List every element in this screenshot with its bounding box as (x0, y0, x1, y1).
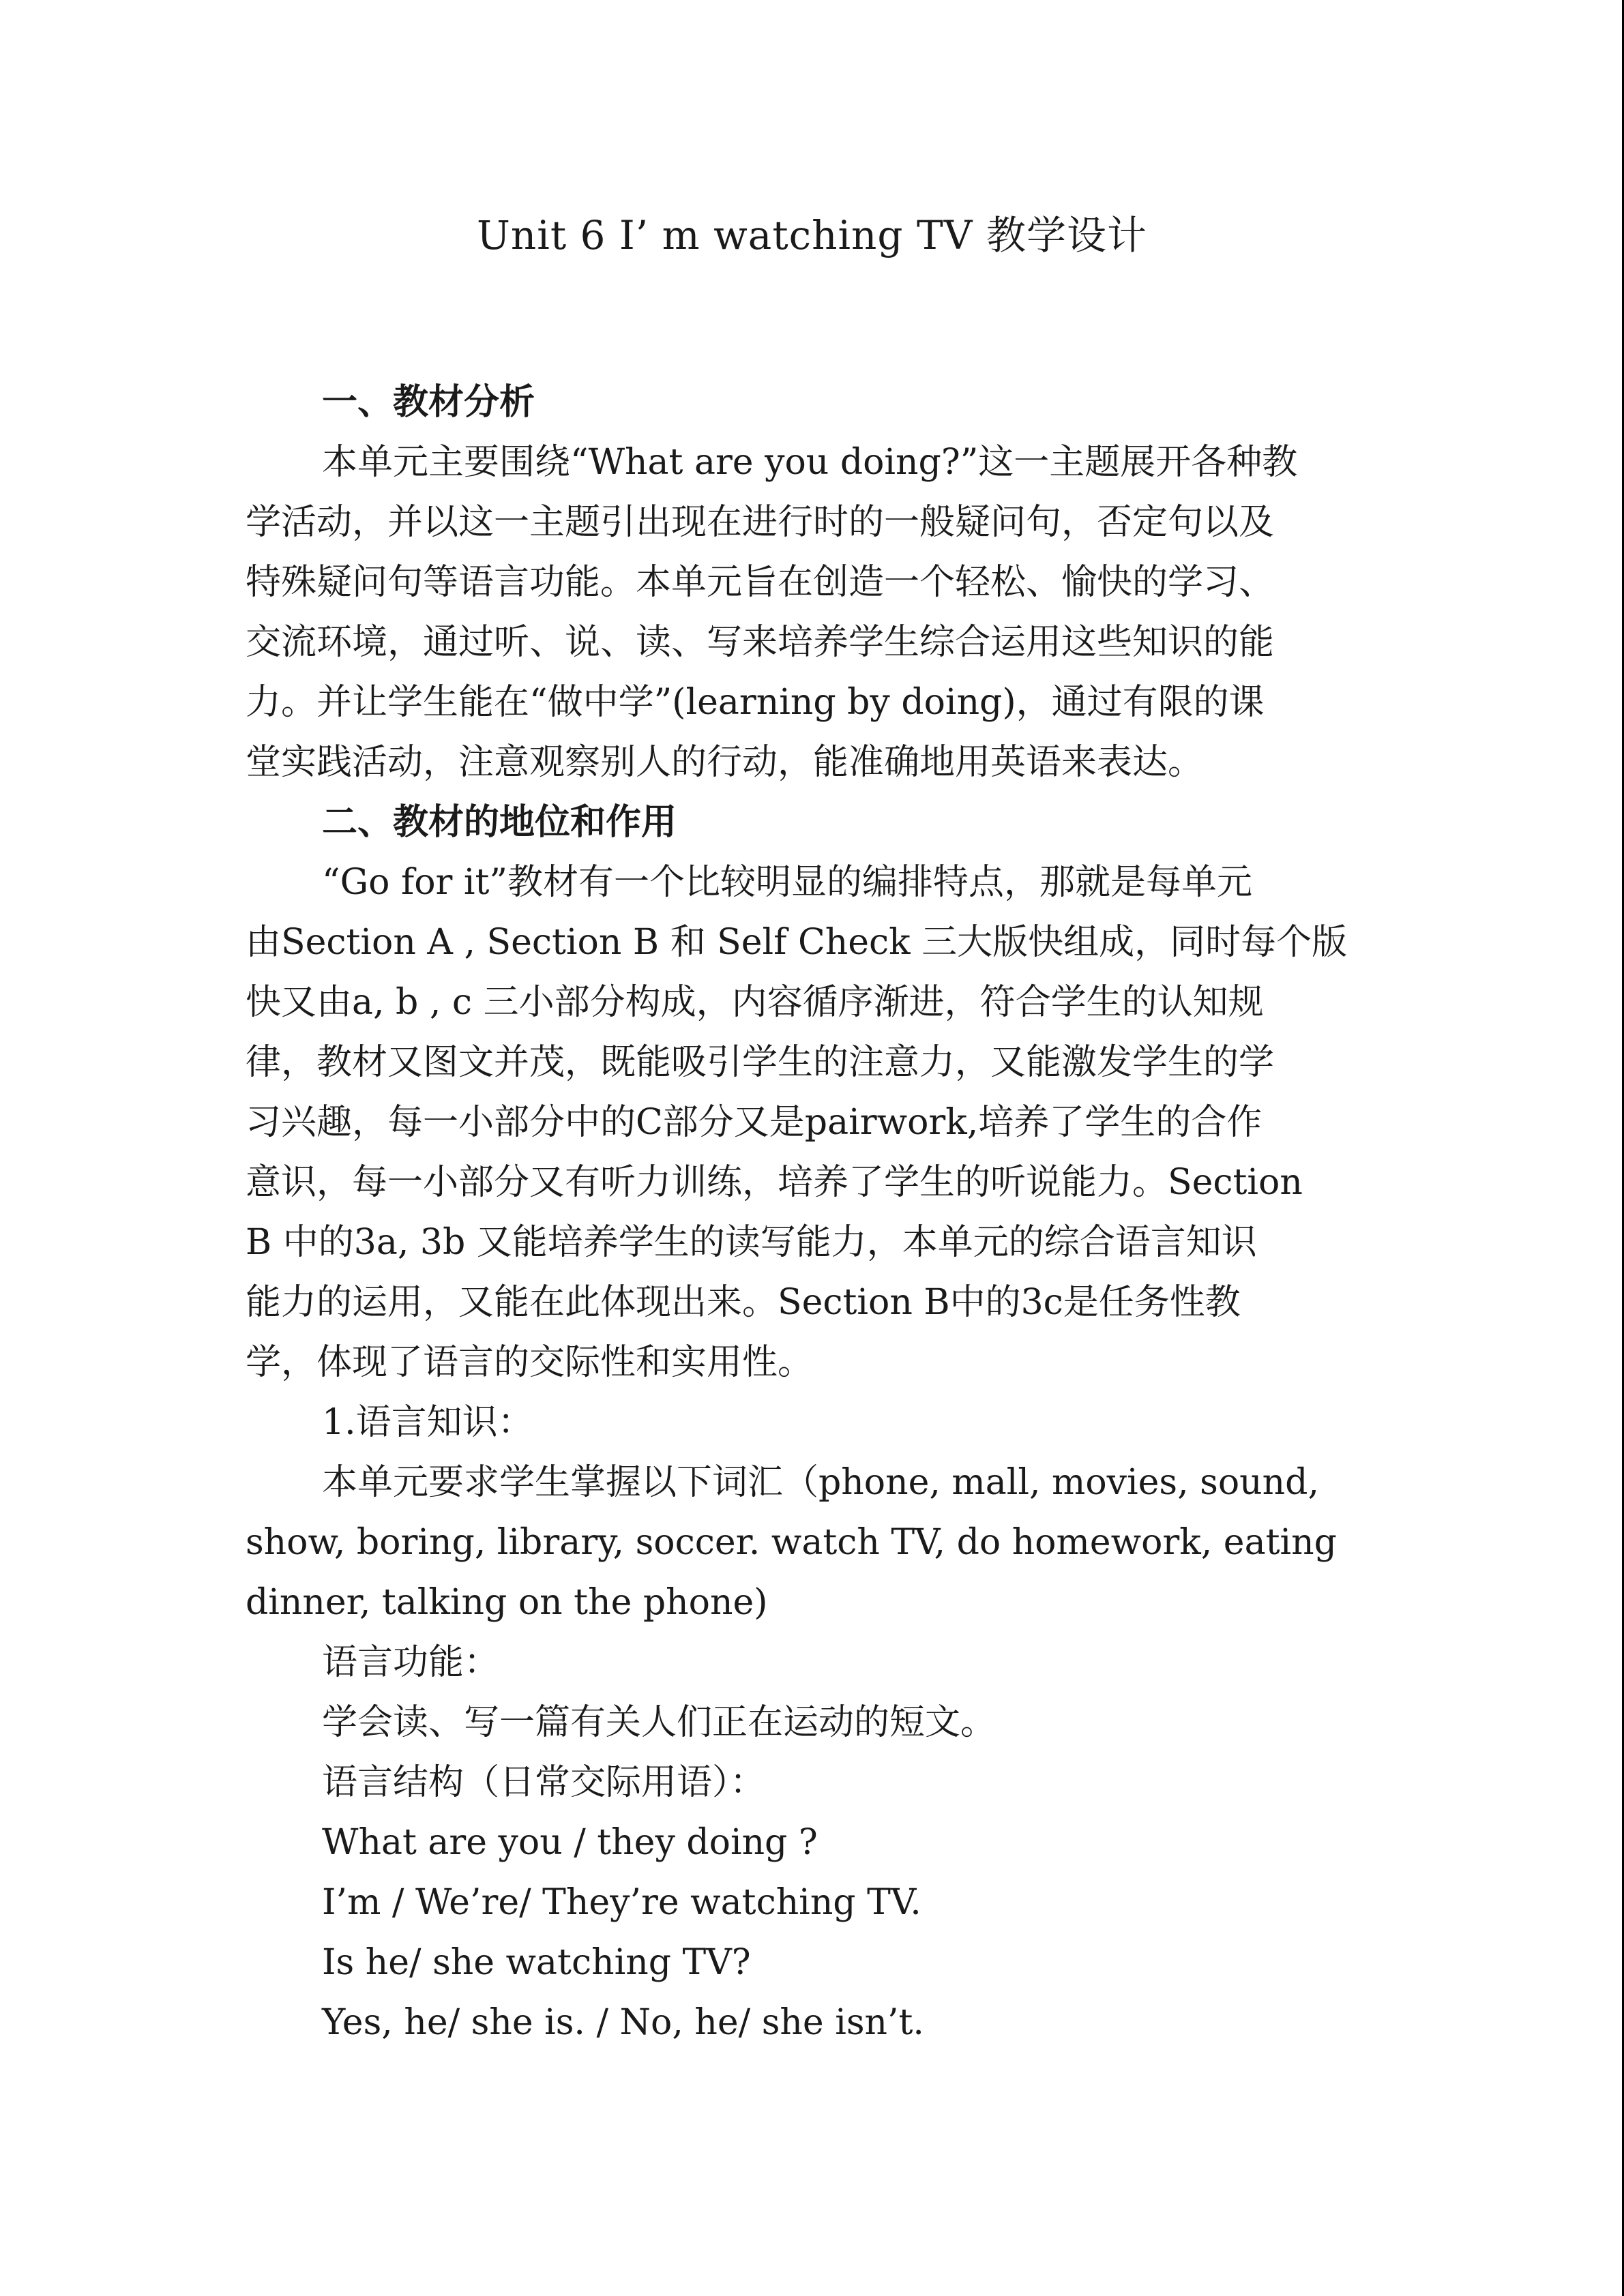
body-text-line: 语言结构（日常交际用语）： (322, 1762, 766, 1803)
body-text-line: Yes, he/ she is. / No, he/ she isn’t. (322, 2002, 924, 2043)
body-text-line: “Go for it”教材有一个比较明显的编排特点，那就是每单元 (322, 862, 1253, 903)
document-title: Unit 6 I’ m watching TV 教学设计 (477, 212, 1147, 258)
body-text-line: 交流环境，通过听、说、读、写来培养学生综合运用这些知识的能 (246, 622, 1275, 663)
body-text-line: dinner, talking on the phone) (246, 1582, 768, 1623)
body-text-line: 习兴趣，每一小部分中的C部分又是pairwork,培养了学生的合作 (246, 1102, 1263, 1143)
body-text-line: 语言功能： (322, 1642, 500, 1683)
body-text-line: What are you / they doing ? (322, 1822, 818, 1863)
body-text-line: I’m / We’re/ They’re watching TV. (322, 1882, 921, 1923)
section-heading: 二、教材的地位和作用 (322, 802, 677, 843)
body-text-line: B 中的3a, 3b 又能培养学生的读写能力，本单元的综合语言知识 (246, 1222, 1257, 1263)
body-text-line: 学，体现了语言的交际性和实用性。 (246, 1342, 814, 1383)
body-text-line: 1.语言知识： (322, 1402, 533, 1443)
body-text-line: 堂实践活动，注意观察别人的行动，能准确地用英语来表达。 (246, 742, 1204, 783)
body-text-line: 学会读、写一篇有关人们正在运动的短文。 (322, 1702, 996, 1743)
body-text-line: 能力的运用，又能在此体现出来。Section B中的3c是任务性教 (246, 1282, 1241, 1323)
body-text-line: 意识，每一小部分又有听力训练，培养了学生的听说能力。Section (246, 1162, 1303, 1203)
body-text-line: 特殊疑问句等语言功能。本单元旨在创造一个轻松、愉快的学习、 (246, 562, 1275, 603)
body-text-line: 本单元主要围绕“What are you doing?”这一主题展开各种教 (322, 442, 1298, 483)
section-heading: 一、教材分析 (322, 382, 535, 423)
body-text-line: 本单元要求学生掌握以下词汇（phone, mall, movies, sound, (322, 1462, 1319, 1503)
body-text-line: 由Section A , Section B 和 Self Check 三大版快组成，同时每个版 (246, 922, 1348, 963)
body-text-line: Is he/ she watching TV? (322, 1942, 751, 1983)
body-text-line: 快又由a, b , c 三小部分构成，内容循序渐进，符合学生的认知规 (246, 982, 1264, 1023)
body-text-line: 律，教材又图文并茂，既能吸引学生的注意力，又能激发学生的学 (246, 1042, 1275, 1083)
body-text-line: 学活动，并以这一主题引出现在进行时的一般疑问句，否定句以及 (246, 502, 1275, 543)
document-body (246, 372, 1378, 2053)
body-text-line: show, boring, library, soccer. watch TV, do homework, eating (246, 1522, 1337, 1563)
body-text-line: 力。并让学生能在“做中学”(learning by doing)，通过有限的课 (246, 682, 1265, 723)
